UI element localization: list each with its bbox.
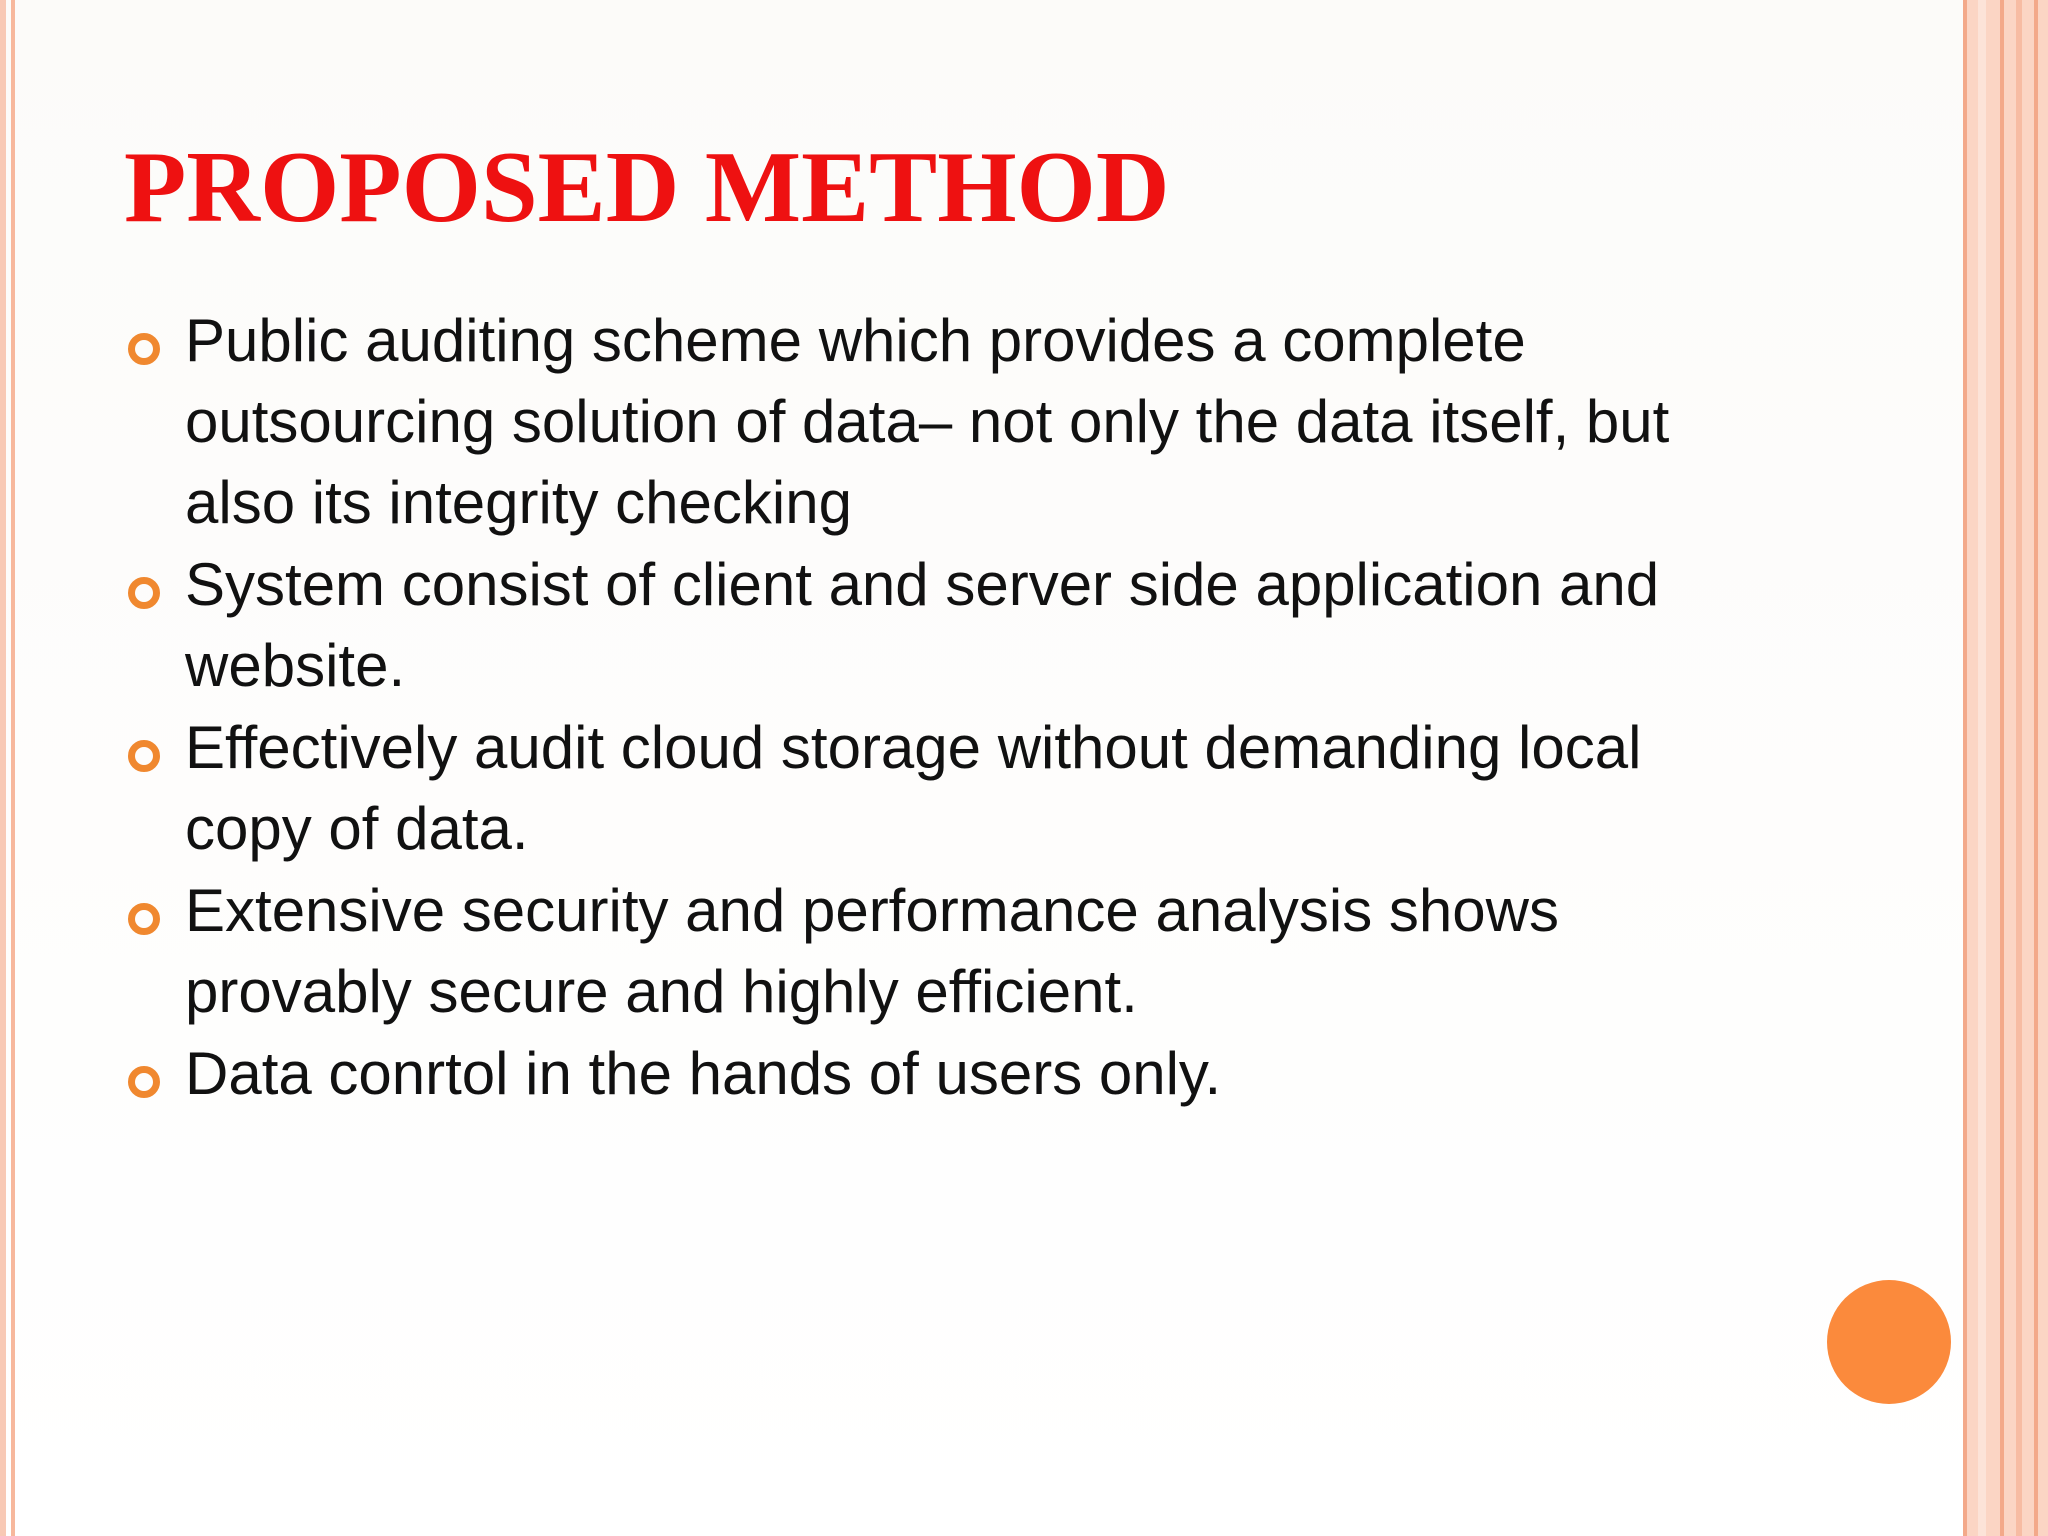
hollow-circle-icon — [128, 333, 160, 365]
bullet-list — [126, 300, 1776, 1115]
bullet-item — [126, 1033, 1776, 1114]
bullet-item — [126, 544, 1776, 706]
right-border-line — [1978, 0, 1986, 1536]
right-border-line — [1963, 0, 1967, 1536]
left-border-line — [0, 0, 6, 1536]
hollow-circle-icon — [128, 903, 160, 935]
hollow-circle-icon — [128, 740, 160, 772]
hollow-circle-icon — [128, 1066, 160, 1098]
slide-title: PROPOSED METHOD — [124, 131, 1170, 244]
bullet-text: Data conrtol in the hands of users only. — [185, 1040, 1222, 1107]
right-border-line — [2000, 0, 2004, 1536]
bullet-item — [126, 870, 1776, 1032]
bullet-text: Effectively audit cloud storage without demanding local copy of data. — [185, 714, 1642, 862]
bullet-text: System consist of client and server side application and website. — [185, 551, 1660, 699]
bullet-text: Public auditing scheme which provides a complete outsourcing solution of data– not only the data itself, but also its integrity checking — [185, 307, 1670, 536]
decorative-circle — [1827, 1280, 1951, 1404]
right-border-line — [2016, 0, 2022, 1536]
hollow-circle-icon — [128, 577, 160, 609]
bullet-text: Extensive security and performance analysis shows provably secure and highly efficient. — [185, 877, 1559, 1025]
left-border-line — [11, 0, 15, 1536]
bullet-item — [126, 300, 1776, 543]
right-border-line — [2034, 0, 2038, 1536]
bullet-item — [126, 707, 1776, 869]
